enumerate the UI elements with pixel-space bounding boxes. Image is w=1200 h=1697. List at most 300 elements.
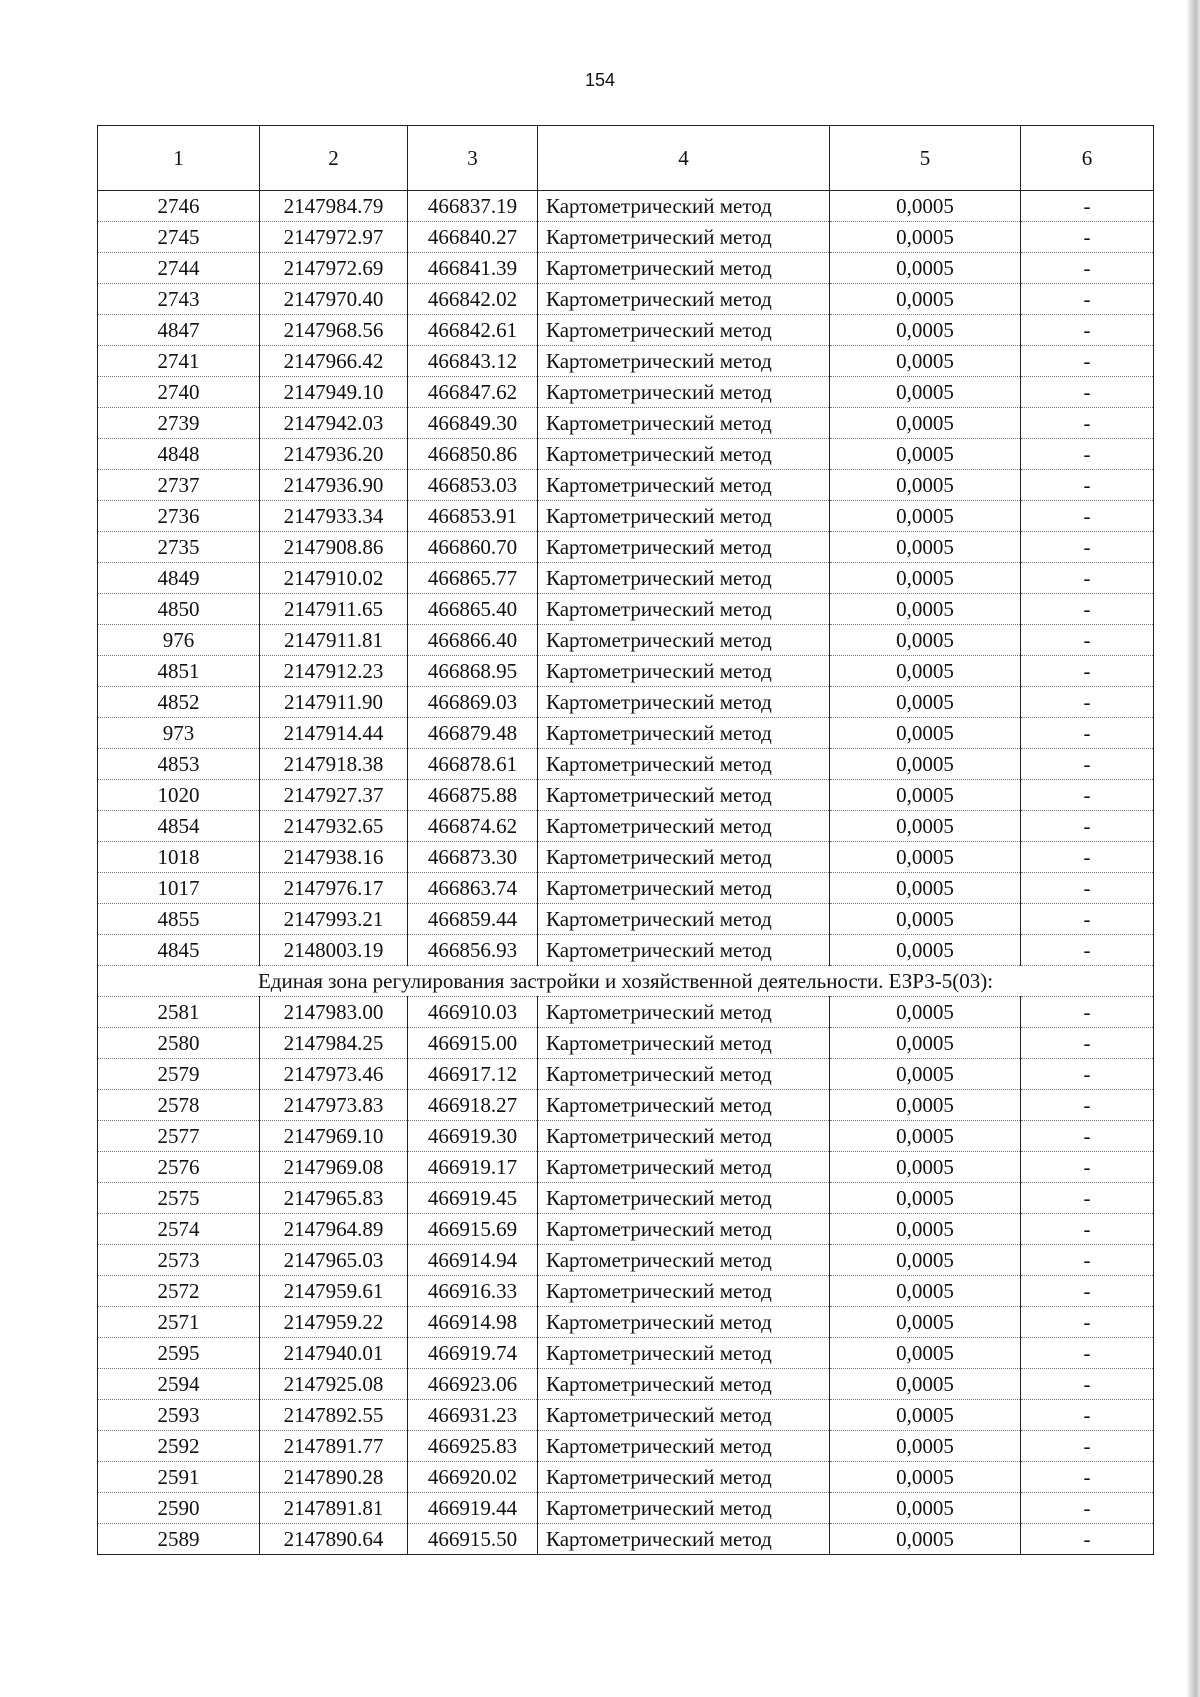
accuracy-cell: 0,0005 xyxy=(830,935,1021,966)
x-coordinate-cell: 2147966.42 xyxy=(260,346,408,377)
y-coordinate-cell: 466868.95 xyxy=(408,656,538,687)
method-cell: Картометрический метод xyxy=(538,1152,830,1183)
x-coordinate-cell: 2147964.89 xyxy=(260,1214,408,1245)
method-cell: Картометрический метод xyxy=(538,997,830,1028)
x-coordinate-cell: 2147891.77 xyxy=(260,1431,408,1462)
point-number-cell: 2594 xyxy=(98,1369,260,1400)
accuracy-cell: 0,0005 xyxy=(830,997,1021,1028)
note-cell: - xyxy=(1021,625,1154,656)
method-cell: Картометрический метод xyxy=(538,811,830,842)
table-row xyxy=(98,1493,1154,1524)
method-cell: Картометрический метод xyxy=(538,718,830,749)
y-coordinate-cell: 466925.83 xyxy=(408,1431,538,1462)
note-cell: - xyxy=(1021,1400,1154,1431)
accuracy-cell: 0,0005 xyxy=(830,1214,1021,1245)
point-number-cell: 2572 xyxy=(98,1276,260,1307)
point-number-cell: 2574 xyxy=(98,1214,260,1245)
section-title: Единая зона регулирования застройки и хозяйственной деятельности. ЕЗРЗ-5(03): xyxy=(98,966,1154,997)
x-coordinate-cell: 2147959.61 xyxy=(260,1276,408,1307)
note-cell: - xyxy=(1021,346,1154,377)
accuracy-cell: 0,0005 xyxy=(830,873,1021,904)
header-col-3: 3 xyxy=(408,126,538,191)
accuracy-cell: 0,0005 xyxy=(830,1338,1021,1369)
point-number-cell: 2579 xyxy=(98,1059,260,1090)
y-coordinate-cell: 466847.62 xyxy=(408,377,538,408)
x-coordinate-cell: 2147910.02 xyxy=(260,563,408,594)
table-row xyxy=(98,253,1154,284)
x-coordinate-cell: 2147983.00 xyxy=(260,997,408,1028)
x-coordinate-cell: 2147949.10 xyxy=(260,377,408,408)
point-number-cell: 4852 xyxy=(98,687,260,718)
table-row xyxy=(98,842,1154,873)
accuracy-cell: 0,0005 xyxy=(830,532,1021,563)
accuracy-cell: 0,0005 xyxy=(830,1152,1021,1183)
accuracy-cell: 0,0005 xyxy=(830,563,1021,594)
y-coordinate-cell: 466853.91 xyxy=(408,501,538,532)
table-row xyxy=(98,625,1154,656)
note-cell: - xyxy=(1021,470,1154,501)
x-coordinate-cell: 2147911.81 xyxy=(260,625,408,656)
method-cell: Картометрический метод xyxy=(538,315,830,346)
x-coordinate-cell: 2147918.38 xyxy=(260,749,408,780)
y-coordinate-cell: 466914.98 xyxy=(408,1307,538,1338)
point-number-cell: 2746 xyxy=(98,191,260,222)
x-coordinate-cell: 2147973.83 xyxy=(260,1090,408,1121)
note-cell: - xyxy=(1021,1369,1154,1400)
note-cell: - xyxy=(1021,656,1154,687)
accuracy-cell: 0,0005 xyxy=(830,1524,1021,1555)
point-number-cell: 1017 xyxy=(98,873,260,904)
table-row xyxy=(98,1214,1154,1245)
x-coordinate-cell: 2147908.86 xyxy=(260,532,408,563)
note-cell: - xyxy=(1021,935,1154,966)
header-col-4: 4 xyxy=(538,126,830,191)
method-cell: Картометрический метод xyxy=(538,594,830,625)
table-body xyxy=(98,191,1154,1555)
method-cell: Картометрический метод xyxy=(538,1431,830,1462)
method-cell: Картометрический метод xyxy=(538,470,830,501)
note-cell: - xyxy=(1021,532,1154,563)
method-cell: Картометрический метод xyxy=(538,408,830,439)
note-cell: - xyxy=(1021,997,1154,1028)
accuracy-cell: 0,0005 xyxy=(830,346,1021,377)
point-number-cell: 2595 xyxy=(98,1338,260,1369)
x-coordinate-cell: 2147912.23 xyxy=(260,656,408,687)
accuracy-cell: 0,0005 xyxy=(830,904,1021,935)
x-coordinate-cell: 2147993.21 xyxy=(260,904,408,935)
point-number-cell: 2743 xyxy=(98,284,260,315)
header-col-1: 1 xyxy=(98,126,260,191)
note-cell: - xyxy=(1021,253,1154,284)
accuracy-cell: 0,0005 xyxy=(830,1028,1021,1059)
x-coordinate-cell: 2147890.28 xyxy=(260,1462,408,1493)
method-cell: Картометрический метод xyxy=(538,1307,830,1338)
y-coordinate-cell: 466856.93 xyxy=(408,935,538,966)
note-cell: - xyxy=(1021,1214,1154,1245)
note-cell: - xyxy=(1021,501,1154,532)
point-number-cell: 4847 xyxy=(98,315,260,346)
point-number-cell: 4854 xyxy=(98,811,260,842)
table-row xyxy=(98,997,1154,1028)
y-coordinate-cell: 466837.19 xyxy=(408,191,538,222)
x-coordinate-cell: 2147970.40 xyxy=(260,284,408,315)
x-coordinate-cell: 2147984.25 xyxy=(260,1028,408,1059)
x-coordinate-cell: 2147936.90 xyxy=(260,470,408,501)
x-coordinate-cell: 2147911.90 xyxy=(260,687,408,718)
accuracy-cell: 0,0005 xyxy=(830,253,1021,284)
accuracy-cell: 0,0005 xyxy=(830,780,1021,811)
note-cell: - xyxy=(1021,1431,1154,1462)
page-number: 154 xyxy=(584,70,616,90)
point-number-cell: 2590 xyxy=(98,1493,260,1524)
method-cell: Картометрический метод xyxy=(538,346,830,377)
y-coordinate-cell: 466869.03 xyxy=(408,687,538,718)
table-row xyxy=(98,532,1154,563)
method-cell: Картометрический метод xyxy=(538,439,830,470)
point-number-cell: 2580 xyxy=(98,1028,260,1059)
y-coordinate-cell: 466919.74 xyxy=(408,1338,538,1369)
accuracy-cell: 0,0005 xyxy=(830,1307,1021,1338)
x-coordinate-cell: 2147976.17 xyxy=(260,873,408,904)
accuracy-cell: 0,0005 xyxy=(830,284,1021,315)
y-coordinate-cell: 466917.12 xyxy=(408,1059,538,1090)
x-coordinate-cell: 2147927.37 xyxy=(260,780,408,811)
point-number-cell: 4850 xyxy=(98,594,260,625)
x-coordinate-cell: 2147942.03 xyxy=(260,408,408,439)
x-coordinate-cell: 2147890.64 xyxy=(260,1524,408,1555)
method-cell: Картометрический метод xyxy=(538,1028,830,1059)
x-coordinate-cell: 2147891.81 xyxy=(260,1493,408,1524)
method-cell: Картометрический метод xyxy=(538,563,830,594)
accuracy-cell: 0,0005 xyxy=(830,1059,1021,1090)
y-coordinate-cell: 466923.06 xyxy=(408,1369,538,1400)
accuracy-cell: 0,0005 xyxy=(830,1493,1021,1524)
point-number-cell: 2575 xyxy=(98,1183,260,1214)
table-row xyxy=(98,1090,1154,1121)
accuracy-cell: 0,0005 xyxy=(830,656,1021,687)
note-cell: - xyxy=(1021,408,1154,439)
x-coordinate-cell: 2147969.10 xyxy=(260,1121,408,1152)
method-cell: Картометрический метод xyxy=(538,749,830,780)
y-coordinate-cell: 466878.61 xyxy=(408,749,538,780)
y-coordinate-cell: 466865.77 xyxy=(408,563,538,594)
point-number-cell: 4851 xyxy=(98,656,260,687)
y-coordinate-cell: 466874.62 xyxy=(408,811,538,842)
method-cell: Картометрический метод xyxy=(538,377,830,408)
x-coordinate-cell: 2147940.01 xyxy=(260,1338,408,1369)
x-coordinate-cell: 2147914.44 xyxy=(260,718,408,749)
table-row xyxy=(98,191,1154,222)
point-number-cell: 2589 xyxy=(98,1524,260,1555)
y-coordinate-cell: 466915.00 xyxy=(408,1028,538,1059)
note-cell: - xyxy=(1021,439,1154,470)
table-row xyxy=(98,1245,1154,1276)
accuracy-cell: 0,0005 xyxy=(830,749,1021,780)
method-cell: Картометрический метод xyxy=(538,687,830,718)
note-cell: - xyxy=(1021,873,1154,904)
method-cell: Картометрический метод xyxy=(538,1276,830,1307)
note-cell: - xyxy=(1021,718,1154,749)
note-cell: - xyxy=(1021,1307,1154,1338)
note-cell: - xyxy=(1021,1059,1154,1090)
y-coordinate-cell: 466866.40 xyxy=(408,625,538,656)
x-coordinate-cell: 2147938.16 xyxy=(260,842,408,873)
y-coordinate-cell: 466919.45 xyxy=(408,1183,538,1214)
method-cell: Картометрический метод xyxy=(538,842,830,873)
note-cell: - xyxy=(1021,749,1154,780)
accuracy-cell: 0,0005 xyxy=(830,1276,1021,1307)
y-coordinate-cell: 466853.03 xyxy=(408,470,538,501)
point-number-cell: 2581 xyxy=(98,997,260,1028)
y-coordinate-cell: 466918.27 xyxy=(408,1090,538,1121)
header-col-2: 2 xyxy=(260,126,408,191)
note-cell: - xyxy=(1021,687,1154,718)
note-cell: - xyxy=(1021,594,1154,625)
table-row xyxy=(98,377,1154,408)
point-number-cell: 2577 xyxy=(98,1121,260,1152)
method-cell: Картометрический метод xyxy=(538,501,830,532)
y-coordinate-cell: 466840.27 xyxy=(408,222,538,253)
point-number-cell: 2591 xyxy=(98,1462,260,1493)
accuracy-cell: 0,0005 xyxy=(830,1400,1021,1431)
note-cell: - xyxy=(1021,1090,1154,1121)
table-row xyxy=(98,1524,1154,1555)
table-row xyxy=(98,718,1154,749)
note-cell: - xyxy=(1021,284,1154,315)
point-number-cell: 2571 xyxy=(98,1307,260,1338)
table-row xyxy=(98,1462,1154,1493)
x-coordinate-cell: 2147969.08 xyxy=(260,1152,408,1183)
method-cell: Картометрический метод xyxy=(538,532,830,563)
note-cell: - xyxy=(1021,1121,1154,1152)
y-coordinate-cell: 466931.23 xyxy=(408,1400,538,1431)
point-number-cell: 4855 xyxy=(98,904,260,935)
method-cell: Картометрический метод xyxy=(538,656,830,687)
y-coordinate-cell: 466915.69 xyxy=(408,1214,538,1245)
y-coordinate-cell: 466920.02 xyxy=(408,1462,538,1493)
accuracy-cell: 0,0005 xyxy=(830,718,1021,749)
accuracy-cell: 0,0005 xyxy=(830,594,1021,625)
y-coordinate-cell: 466842.02 xyxy=(408,284,538,315)
table-row xyxy=(98,1431,1154,1462)
point-number-cell: 4845 xyxy=(98,935,260,966)
note-cell: - xyxy=(1021,1462,1154,1493)
x-coordinate-cell: 2147959.22 xyxy=(260,1307,408,1338)
method-cell: Картометрический метод xyxy=(538,1369,830,1400)
point-number-cell: 2592 xyxy=(98,1431,260,1462)
y-coordinate-cell: 466860.70 xyxy=(408,532,538,563)
table-row xyxy=(98,222,1154,253)
table-row xyxy=(98,687,1154,718)
table-row xyxy=(98,1338,1154,1369)
y-coordinate-cell: 466919.17 xyxy=(408,1152,538,1183)
table-row xyxy=(98,346,1154,377)
x-coordinate-cell: 2147984.79 xyxy=(260,191,408,222)
y-coordinate-cell: 466841.39 xyxy=(408,253,538,284)
y-coordinate-cell: 466865.40 xyxy=(408,594,538,625)
note-cell: - xyxy=(1021,904,1154,935)
x-coordinate-cell: 2148003.19 xyxy=(260,935,408,966)
table-row xyxy=(98,470,1154,501)
point-number-cell: 2576 xyxy=(98,1152,260,1183)
accuracy-cell: 0,0005 xyxy=(830,1462,1021,1493)
x-coordinate-cell: 2147936.20 xyxy=(260,439,408,470)
note-cell: - xyxy=(1021,1276,1154,1307)
x-coordinate-cell: 2147892.55 xyxy=(260,1400,408,1431)
header-col-5: 5 xyxy=(830,126,1021,191)
x-coordinate-cell: 2147973.46 xyxy=(260,1059,408,1090)
method-cell: Картометрический метод xyxy=(538,1059,830,1090)
method-cell: Картометрический метод xyxy=(538,191,830,222)
table-row xyxy=(98,904,1154,935)
accuracy-cell: 0,0005 xyxy=(830,1183,1021,1214)
point-number-cell: 4849 xyxy=(98,563,260,594)
y-coordinate-cell: 466919.30 xyxy=(408,1121,538,1152)
table-row xyxy=(98,1307,1154,1338)
note-cell: - xyxy=(1021,315,1154,346)
accuracy-cell: 0,0005 xyxy=(830,811,1021,842)
method-cell: Картометрический метод xyxy=(538,1121,830,1152)
table-row xyxy=(98,1400,1154,1431)
point-number-cell: 976 xyxy=(98,625,260,656)
accuracy-cell: 0,0005 xyxy=(830,842,1021,873)
method-cell: Картометрический метод xyxy=(538,1183,830,1214)
method-cell: Картометрический метод xyxy=(538,1493,830,1524)
point-number-cell: 973 xyxy=(98,718,260,749)
point-number-cell: 2744 xyxy=(98,253,260,284)
table-row xyxy=(98,594,1154,625)
table-row xyxy=(98,873,1154,904)
y-coordinate-cell: 466850.86 xyxy=(408,439,538,470)
table-header xyxy=(98,126,1154,191)
point-number-cell: 2737 xyxy=(98,470,260,501)
note-cell: - xyxy=(1021,563,1154,594)
x-coordinate-cell: 2147925.08 xyxy=(260,1369,408,1400)
table-row xyxy=(98,935,1154,966)
method-cell: Картометрический метод xyxy=(538,1245,830,1276)
table-row xyxy=(98,1183,1154,1214)
accuracy-cell: 0,0005 xyxy=(830,1121,1021,1152)
method-cell: Картометрический метод xyxy=(538,1524,830,1555)
method-cell: Картометрический метод xyxy=(538,1338,830,1369)
section-title-row xyxy=(98,966,1154,997)
note-cell: - xyxy=(1021,377,1154,408)
accuracy-cell: 0,0005 xyxy=(830,501,1021,532)
note-cell: - xyxy=(1021,811,1154,842)
point-number-cell: 2593 xyxy=(98,1400,260,1431)
y-coordinate-cell: 466843.12 xyxy=(408,346,538,377)
table-row xyxy=(98,563,1154,594)
y-coordinate-cell: 466863.74 xyxy=(408,873,538,904)
header-row xyxy=(98,126,1154,191)
method-cell: Картометрический метод xyxy=(538,1214,830,1245)
table-row xyxy=(98,408,1154,439)
point-number-cell: 1018 xyxy=(98,842,260,873)
note-cell: - xyxy=(1021,1183,1154,1214)
method-cell: Картометрический метод xyxy=(538,873,830,904)
point-number-cell: 2573 xyxy=(98,1245,260,1276)
method-cell: Картометрический метод xyxy=(538,1400,830,1431)
table-row xyxy=(98,749,1154,780)
point-number-cell: 1020 xyxy=(98,780,260,811)
point-number-cell: 4853 xyxy=(98,749,260,780)
point-number-cell: 2739 xyxy=(98,408,260,439)
accuracy-cell: 0,0005 xyxy=(830,625,1021,656)
method-cell: Картометрический метод xyxy=(538,625,830,656)
table-row xyxy=(98,1028,1154,1059)
coordinates-table xyxy=(97,125,1154,1555)
table-row xyxy=(98,811,1154,842)
note-cell: - xyxy=(1021,780,1154,811)
accuracy-cell: 0,0005 xyxy=(830,1369,1021,1400)
method-cell: Картометрический метод xyxy=(538,1462,830,1493)
table-row xyxy=(98,284,1154,315)
method-cell: Картометрический метод xyxy=(538,284,830,315)
x-coordinate-cell: 2147933.34 xyxy=(260,501,408,532)
note-cell: - xyxy=(1021,1152,1154,1183)
note-cell: - xyxy=(1021,842,1154,873)
method-cell: Картометрический метод xyxy=(538,780,830,811)
accuracy-cell: 0,0005 xyxy=(830,315,1021,346)
x-coordinate-cell: 2147911.65 xyxy=(260,594,408,625)
accuracy-cell: 0,0005 xyxy=(830,1431,1021,1462)
y-coordinate-cell: 466873.30 xyxy=(408,842,538,873)
table-row xyxy=(98,1059,1154,1090)
table-row xyxy=(98,780,1154,811)
y-coordinate-cell: 466910.03 xyxy=(408,997,538,1028)
method-cell: Картометрический метод xyxy=(538,935,830,966)
note-cell: - xyxy=(1021,1524,1154,1555)
note-cell: - xyxy=(1021,1028,1154,1059)
x-coordinate-cell: 2147972.69 xyxy=(260,253,408,284)
x-coordinate-cell: 2147965.83 xyxy=(260,1183,408,1214)
y-coordinate-cell: 466916.33 xyxy=(408,1276,538,1307)
accuracy-cell: 0,0005 xyxy=(830,377,1021,408)
table-row xyxy=(98,656,1154,687)
accuracy-cell: 0,0005 xyxy=(830,439,1021,470)
y-coordinate-cell: 466849.30 xyxy=(408,408,538,439)
note-cell: - xyxy=(1021,1493,1154,1524)
note-cell: - xyxy=(1021,1338,1154,1369)
x-coordinate-cell: 2147932.65 xyxy=(260,811,408,842)
table-row xyxy=(98,439,1154,470)
point-number-cell: 2745 xyxy=(98,222,260,253)
point-number-cell: 2578 xyxy=(98,1090,260,1121)
note-cell: - xyxy=(1021,1245,1154,1276)
x-coordinate-cell: 2147968.56 xyxy=(260,315,408,346)
y-coordinate-cell: 466914.94 xyxy=(408,1245,538,1276)
table-row xyxy=(98,315,1154,346)
method-cell: Картометрический метод xyxy=(538,1090,830,1121)
accuracy-cell: 0,0005 xyxy=(830,408,1021,439)
accuracy-cell: 0,0005 xyxy=(830,470,1021,501)
point-number-cell: 2741 xyxy=(98,346,260,377)
point-number-cell: 2740 xyxy=(98,377,260,408)
point-number-cell: 2736 xyxy=(98,501,260,532)
y-coordinate-cell: 466875.88 xyxy=(408,780,538,811)
point-number-cell: 4848 xyxy=(98,439,260,470)
accuracy-cell: 0,0005 xyxy=(830,687,1021,718)
method-cell: Картометрический метод xyxy=(538,222,830,253)
accuracy-cell: 0,0005 xyxy=(830,222,1021,253)
y-coordinate-cell: 466859.44 xyxy=(408,904,538,935)
header-col-6: 6 xyxy=(1021,126,1154,191)
y-coordinate-cell: 466842.61 xyxy=(408,315,538,346)
table-row xyxy=(98,1276,1154,1307)
table-row xyxy=(98,501,1154,532)
y-coordinate-cell: 466919.44 xyxy=(408,1493,538,1524)
point-number-cell: 2735 xyxy=(98,532,260,563)
